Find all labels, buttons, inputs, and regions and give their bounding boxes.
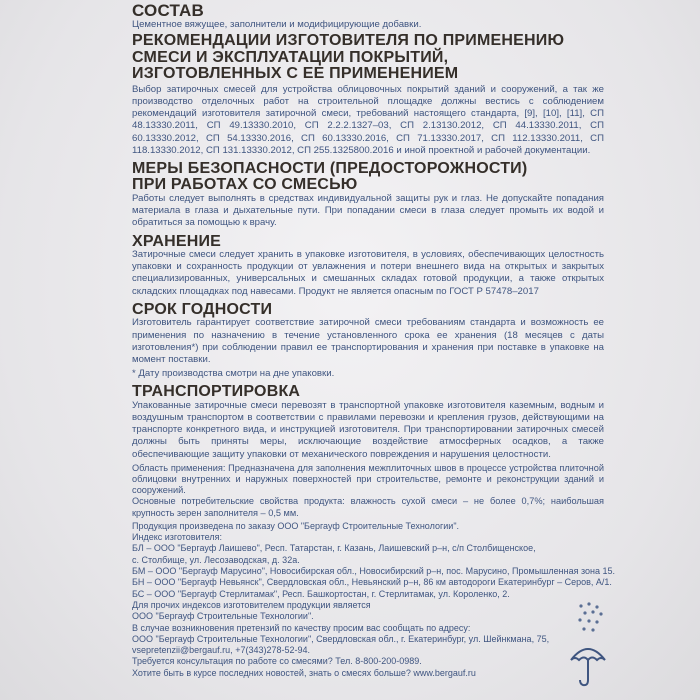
- recommendations-heading-line: РЕКОМЕНДАЦИИ ИЗГОТОВИТЕЛЯ ПО ПРИМЕНЕНИЮ: [132, 32, 565, 50]
- umbrella-icon: [568, 640, 608, 690]
- application-text: Область применения: Предназначена для заполнения межплиточных швов в процессе устройства плиточной облицовки внутренних и наружных поверхностей при строительстве, ремонте и реконструкции зданий и сооружений.: [132, 462, 604, 496]
- transport-text: Упакованные затирочные смеси перевозят в транспортной упаковке изготовителя каземным, водным и воздушным транспортом в соответствии с правилами перевозки и крепления грузов, действующими на транспорте конкретного вида, и инструкцией изготовителя. При транспортировании затирочных смесей должны быть приняты меры, исключающие воздействие атмосферных осадков, а также обеспечивающие защиту упаковки от механического повреждения и нарушения целостности.: [132, 399, 604, 460]
- manufacturer-line: ООО "Бергауф Строительные Технологии".: [132, 611, 314, 622]
- manufacturer-line: БН – ООО "Бергауф Невьянск", Свердловская обл., Невьянский р–н, 86 км автодороги Екатеринбург – Серов, А/1.: [132, 577, 612, 588]
- manufacturer-line: БС – ООО "Бергауф Стерлитамак", Респ. Башкортостан, г. Стерлитамак, ул. Короленко, 2.: [132, 588, 510, 599]
- shelf-life-footnote: * Дату производства смотри на дне упаковки.: [132, 368, 335, 380]
- manufacturer-line: Индекс изготовителя:: [132, 532, 222, 543]
- safety-heading: [132, 161, 604, 193]
- shelf-life-text: Изготовитель гарантирует соответствие затирочной смеси требованиям стандарта и возможность ее применения по назначению в течение установленного срока ее хранения (18 месяцев с даты изготовления*) при соблюдении правил ее транспортирования и хранения при поставке в упаковке на момент поставки.: [132, 317, 604, 365]
- recommendations-heading: [132, 33, 604, 82]
- safety-text: Работы следует выполнять в средствах индивидуальной защиты рук и глаз. Не допускайте попадания материала в глаза и дыхательные пути. При попадании смеси в глаза следует промыть их водой и обратиться за помощью к врачу.: [132, 192, 604, 229]
- manufacturer-line: Требуется консультация по работе со смесями? Тел. 8-800-200-0989.: [132, 656, 422, 667]
- label-text-block: [132, 1, 615, 679]
- manufacturer-info: [132, 520, 615, 679]
- manufacturer-line: В случае возникновения претензий по качеству просим вас сообщать по адресу:: [132, 622, 471, 633]
- recommendations-heading-line: ИЗГОТОВЛЕННЫХ С ЕЕ ПРИМЕНЕНИЕМ: [132, 65, 459, 83]
- recommendations-heading-line: СМЕСИ И ЭКСПЛУАТАЦИИ ПОКРЫТИЙ,: [132, 48, 449, 66]
- storage-text: Затирочные смеси следует хранить в упаковке изготовителя, в условиях, обеспечивающих целостность упаковки и сохранность продукции от увлажнения и потери внешнего вида на открытых и закрытых специализированных, универсальных и смешанных складах готовой продукции, а также открытых складских площадках под навесами. Продукт не является опасным по ГОСТ Р 57478–2017: [132, 249, 604, 297]
- storage-heading: ХРАНЕНИЕ: [132, 232, 222, 250]
- safety-heading-line: ПРИ РАБОТАХ СО СМЕСЬЮ: [132, 176, 358, 194]
- manufacturer-line: Хотите быть в курсе последних новостей, знать о смесях больше? www.bergauf.ru: [132, 667, 476, 678]
- manufacturer-line: с. Столбище, ул. Лесозаводская, д. 32а.: [132, 554, 300, 565]
- transport-heading: ТРАНСПОРТИРОВКА: [132, 383, 301, 401]
- manufacturer-line: Продукция произведена по заказу ООО "Бергауф Строительные Технологии".: [132, 520, 460, 531]
- manufacturer-line: БЛ – ООО "Бергауф Лаишево", Респ. Татарстан, г. Казань, Лаишевский р–н, с/п Столбищенское,: [132, 543, 536, 554]
- properties-text: Основные потребительские свойства продукта: влажность сухой смеси – не более 0,7%; наибольшая крупность зерен заполнителя – 0,5 мм.: [132, 496, 604, 518]
- manufacturer-line: Для прочих индексов изготовителем продукции является: [132, 599, 371, 610]
- safety-heading-line: МЕРЫ БЕЗОПАСНОСТИ (ПРЕДОСТОРОЖНОСТИ): [132, 159, 528, 177]
- rain-drops-icon: [575, 602, 605, 636]
- manufacturer-line: БМ – ООО "Бергауф Марусино", Новосибирская обл., Новосибирский р–н, пос. Марусино, Промышленная зона 15.: [132, 566, 615, 577]
- manufacturer-line: ООО "Бергауф Строительные Технологии", Свердловская обл., г. Екатеринбург, ул. Шейнкмана, 75,: [132, 633, 550, 644]
- recommendations-text: Выбор затирочных смесей для устройства облицовочных покрытий зданий и сооружений, а так же производство отделочных работ на строительной площадке должны вестись с соблюдением рекомендаций изготовителя затирочной смеси, требований настоящего стандарта, [9], [10], [11], СП 48.13330.2011, СП 49.13330.2010, СП 2.2.2.1327–03, СП 2.13130.2012, СП 44.13330.2011, СП 60.13330.2012, СП 54.13330.2016, СП 60.13330.2016, СП 71.13330.2017, СП 112.13330.2011, СП 118.13330.2012, СП 131.13330.2012, СП 255.1325800.2016 и иной проектной и рабочей документации.: [132, 83, 604, 156]
- shelf-life-heading: СРОК ГОДНОСТИ: [132, 300, 273, 318]
- composition-text: Цементное вяжущее, заполнители и модифицирующие добавки.: [132, 19, 422, 30]
- manufacturer-line: vsepretenzii@bergauf.ru, +7(343)278-52-94.: [132, 645, 310, 656]
- composition-heading: СОСТАВ: [132, 1, 204, 20]
